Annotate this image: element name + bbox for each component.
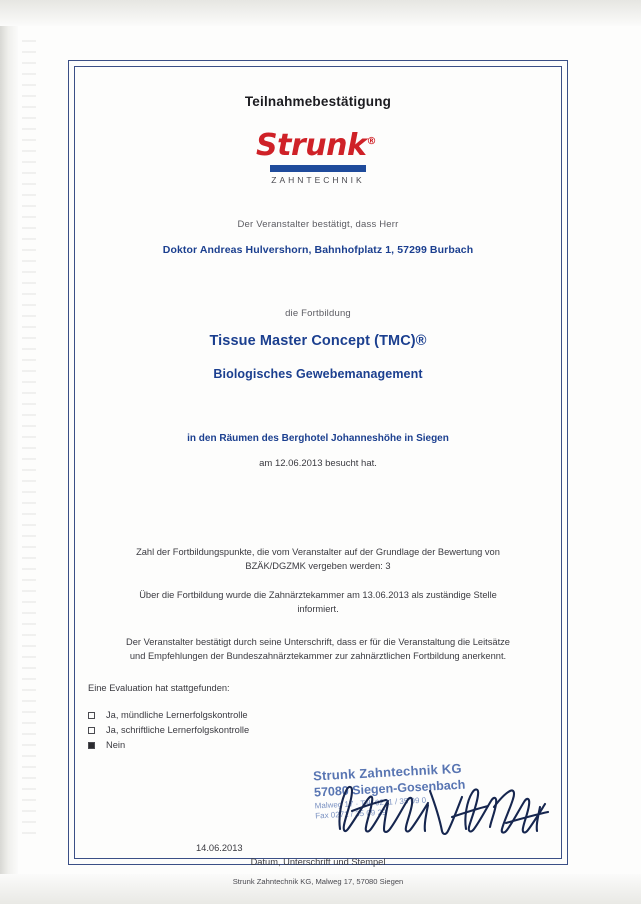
evaluation-options bbox=[88, 708, 550, 753]
signature-date: 14.06.2013 bbox=[196, 842, 243, 853]
chamber-line-2: informiert. bbox=[297, 604, 339, 615]
stamp-line-4: Fax 0271 / 35 09 29 bbox=[315, 807, 387, 821]
evaluation-question: Eine Evaluation hat stattgefunden: bbox=[88, 683, 230, 694]
venue-line bbox=[86, 433, 550, 444]
document-title: Teilnahmebestätigung bbox=[244, 94, 392, 109]
evaluation-option-label: Ja, mündliche Lernerfolgskontrolle bbox=[106, 710, 248, 721]
venue-name: Berghotel Johanneshöhe in Siegen bbox=[281, 433, 449, 444]
checkbox-icon[interactable] bbox=[88, 712, 95, 719]
footer-address: Strunk Zahntechnik KG, Malweg 17, 57080 Siegen bbox=[232, 876, 404, 886]
scan-edge-top bbox=[0, 0, 641, 26]
logo-bar bbox=[270, 165, 366, 172]
confirmation-intro: Der Veranstalter bestätigt, dass Herr bbox=[237, 219, 399, 230]
course-intro: die Fortbildung bbox=[285, 308, 351, 319]
logo-subtitle: ZAHNTECHNIK bbox=[271, 175, 365, 185]
recognition-line-1: Der Veranstalter bestätigt durch seine Unterschrift, dass er für die Veranstaltung die Leitsätze bbox=[126, 636, 510, 647]
points-line-2: BZÄK/DGZMK vergeben werden: 3 bbox=[245, 561, 391, 572]
signature-caption: Datum, Unterschrift und Stempel bbox=[250, 856, 386, 867]
company-logo bbox=[86, 129, 550, 185]
logo-wordmark-text: Strunk bbox=[256, 128, 367, 163]
logo-wordmark bbox=[254, 129, 382, 163]
venue-prefix: in den Räumen des bbox=[187, 433, 282, 444]
scan-speckle-artifact bbox=[22, 40, 36, 840]
attendance-line: am 12.06.2013 besucht hat. bbox=[259, 458, 377, 469]
scan-edge-left bbox=[0, 0, 18, 904]
recognition-line-2: und Empfehlungen der Bundeszahnärztekammer zur zahnärztlichen Fortbildung anerkennt. bbox=[129, 651, 507, 662]
evaluation-option-row[interactable] bbox=[88, 738, 550, 753]
checkbox-checked-icon[interactable] bbox=[88, 742, 95, 749]
stamp-line-1: Strunk Zahntechnik KG bbox=[312, 760, 463, 784]
chamber-line-1: Über die Fortbildung wurde die Zahnärztekammer am 13.06.2013 als zuständige Stelle bbox=[139, 589, 497, 600]
course-title: Tissue Master Concept (TMC)® bbox=[209, 333, 427, 349]
participant-name: Doktor Andreas Hulvershorn, Bahnhofplatz 1, 57299 Burbach bbox=[162, 244, 474, 256]
evaluation-option-row[interactable] bbox=[88, 723, 550, 738]
points-line-1: Zahl der Fortbildungspunkte, die vom Veranstalter auf der Grundlage der Bewertung von bbox=[136, 547, 500, 557]
company-stamp bbox=[313, 757, 525, 820]
logo-registered-mark: ® bbox=[366, 136, 376, 147]
evaluation-option-label: Nein bbox=[106, 740, 126, 751]
certificate-content bbox=[86, 80, 550, 886]
stamp-line-2: 57080 Siegen-Gosenbach bbox=[313, 777, 466, 800]
signature-area bbox=[86, 757, 550, 886]
evaluation-option-label: Ja, schriftliche Lernerfolgskontrolle bbox=[106, 725, 250, 736]
evaluation-option-row[interactable] bbox=[88, 708, 550, 723]
stamp-line-3: Malweg 17 · Tel. 0271 / 35 09 0 bbox=[314, 795, 427, 811]
course-subtitle: Biologisches Gewebemanagement bbox=[213, 367, 423, 381]
checkbox-icon[interactable] bbox=[88, 727, 95, 734]
